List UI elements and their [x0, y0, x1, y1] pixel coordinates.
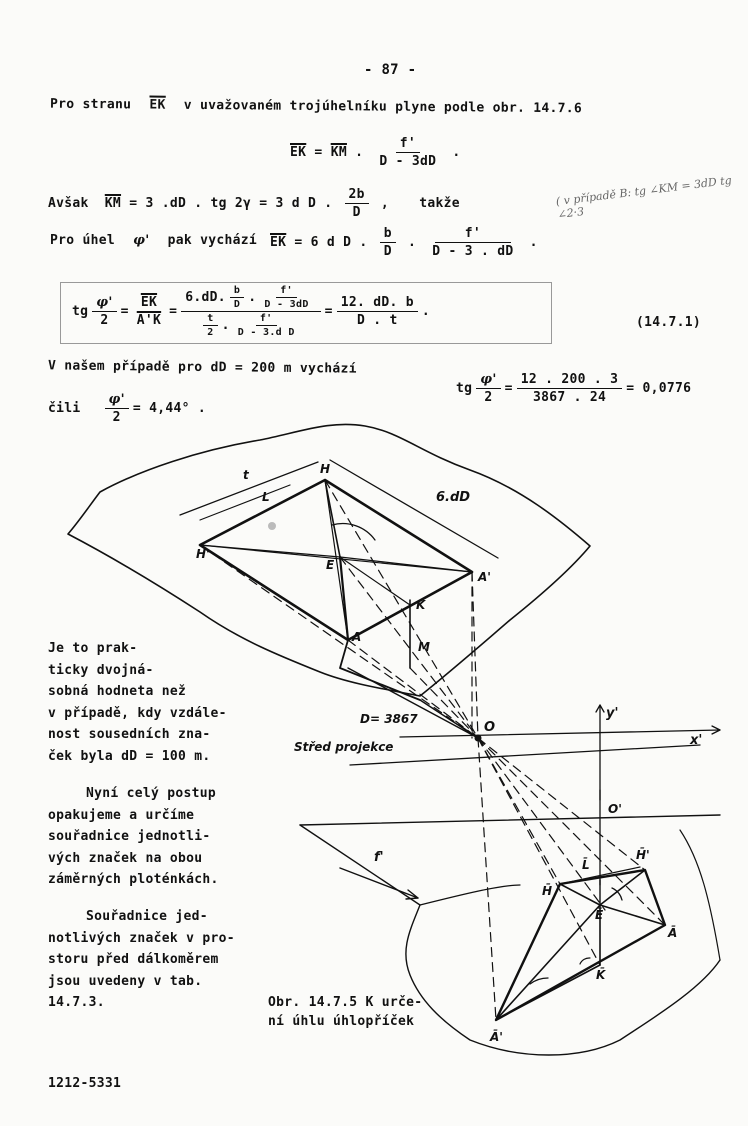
side-p2-line: vých značek na obou: [48, 850, 203, 866]
footer-code: 1212-5331: [48, 1076, 122, 1091]
side-p1-line: ticky dvojná-: [48, 662, 154, 678]
side-p3-line: 14.7.3.: [48, 995, 105, 1010]
eq3-r-num: 12. dD. b: [337, 295, 418, 312]
tgres-phi-den: 2: [484, 390, 493, 405]
tgres-phi-num: φ': [476, 372, 500, 389]
smudge: [268, 522, 276, 530]
eq3-num-a: 6.dD.: [185, 290, 226, 305]
side-p3-line: storu před dálkoměrem: [48, 952, 219, 967]
side-p2-line: Nyní celý postup: [86, 786, 217, 801]
eq3-ak: A'K: [136, 313, 162, 328]
eq1-km: $\overline{KM}$: [330, 145, 347, 160]
fig-label-oprime: O': [608, 802, 622, 816]
fig-label-e: E: [326, 558, 335, 572]
side-p1-line: Je to prak-: [48, 641, 138, 656]
case-line: V našem případě pro dD = 200 m vychází: [47, 358, 357, 377]
eq1-end: .: [452, 145, 461, 160]
avsak-den: D: [352, 205, 361, 220]
fig-label-abar: Ā: [668, 926, 678, 940]
side-p2-line: opakujeme a určíme: [48, 807, 195, 823]
fig-label-l: L: [262, 490, 270, 504]
eq2-phi: φ': [133, 233, 150, 248]
cili-phi-num: φ': [105, 392, 129, 409]
side-p2-line: souřadnice jednotli-: [48, 829, 211, 844]
side-p2-line: záměrných ploténkách.: [48, 872, 219, 887]
side-p3-line: notlivých značek v pro-: [48, 930, 235, 946]
caption-line: Obr. 14.7.5 K urče-: [268, 995, 423, 1010]
eq3-phi-num: φ': [92, 295, 116, 312]
tgres-res: = 0,0776: [626, 381, 692, 396]
side-p1-line: nost sousedních zna-: [48, 727, 211, 742]
cili-phi-den: 2: [112, 410, 121, 425]
eq3-den-f: f': [256, 313, 277, 326]
eq3-r-den: D . t: [357, 313, 398, 328]
side-paragraph-2: [48, 783, 219, 891]
eq3-den-a: t: [203, 313, 217, 326]
fig-label-6dd: 6.dD: [436, 490, 471, 505]
eq3-num-bd: D: [233, 299, 241, 310]
eq2-n2: f': [435, 226, 511, 243]
fig-label-kbar: K̄: [596, 968, 606, 982]
eq3-num-fd: D - 3dD: [264, 299, 309, 310]
eq2-n1: b: [380, 226, 396, 243]
eq3-tg: tg: [72, 304, 89, 319]
side-p3-line: jsou uvedeny v tab.: [48, 973, 203, 989]
fig-label-aprime: A': [478, 570, 491, 584]
handwritten-note: ( v případě B: tg ∠KM = 3dD tg ∠2·3: [555, 173, 733, 222]
eq1-dot: .: [355, 145, 364, 160]
figure-caption: [268, 993, 422, 1031]
tgres-den: 3867 . 24: [532, 390, 607, 405]
eq3-eq-b: =: [169, 304, 178, 319]
lower-diamond: [496, 870, 665, 1020]
avsak-num: 2b: [345, 187, 369, 204]
eq3-eq2: =: [324, 304, 333, 319]
eq2-d2: D - 3 . dD: [432, 244, 514, 259]
fig-label-m: M: [418, 640, 430, 654]
intro-segment: $\overline{EK}$: [149, 97, 166, 113]
eq1-eq: =: [314, 145, 323, 160]
intro-prefix: Pro stranu: [49, 96, 132, 113]
avsak-end: ,: [380, 196, 390, 211]
eq2-pak: pak vychází: [167, 233, 258, 248]
avsak-km: $\overline{KM}$: [104, 196, 122, 211]
cili-val: = 4,44° .: [132, 401, 206, 416]
fig-label-h: H: [320, 462, 331, 476]
eq3-ek: $\overline{EK}$: [137, 295, 161, 312]
avsak-label: Avšak: [48, 196, 89, 211]
fig-label-k: K: [416, 598, 426, 612]
fig-label-ebar: Ē: [595, 908, 604, 922]
eq2-dot: .: [407, 235, 417, 250]
eq3-end: .: [421, 304, 431, 319]
fig-label-t: t: [243, 468, 249, 482]
fig-label-a: A: [352, 630, 362, 644]
x-axis: [400, 730, 720, 737]
projection-center-dot: [475, 735, 482, 742]
caption-line: ní úhlu úhlopříček: [268, 1014, 415, 1029]
fig-label-stred: Střed projekce: [294, 740, 394, 754]
tgres-tg: tg: [456, 381, 473, 396]
side-p1-line: sobná hodneta než: [48, 684, 187, 699]
fig-label-o: O: [484, 720, 496, 735]
fig-label-lbar: L̄: [582, 858, 590, 872]
tgres-num: 12 . 200 . 3: [517, 372, 623, 389]
eq2-mid: = 6 d D .: [294, 235, 368, 250]
side-p3-line: Souřadnice jed-: [86, 909, 208, 924]
eq3-num-c: .: [248, 290, 257, 305]
projection-rays: [200, 480, 665, 1020]
fig-label-hbar-prime: H̄': [636, 848, 650, 862]
fig-label-hprime: H': [196, 547, 210, 561]
eq2-end: .: [529, 235, 538, 250]
eq2-label: Pro úhel: [50, 233, 116, 248]
fig-label-hbar: H̄: [542, 884, 553, 898]
fig-label-abar-prime: Ā': [490, 1030, 503, 1044]
eq3-phi-den: 2: [100, 313, 109, 328]
avsak-mid: = 3 .dD . tg 2γ = 3 d D .: [129, 196, 333, 211]
eq3-den-ad: 2: [207, 327, 214, 338]
eq1-den: D - 3dD: [379, 154, 437, 169]
eq3-num-f: f': [276, 285, 297, 298]
x-axis-upper: [350, 745, 700, 765]
side-paragraph-1: [48, 638, 227, 767]
intro-suffix: v uvažovaném trojúhelníku plyne podle obr. 14.7.6: [183, 97, 583, 117]
eq2-d1: D: [383, 244, 392, 259]
fig-label-d: D= 3867: [360, 712, 418, 726]
tgres-eq: =: [504, 381, 513, 396]
eq3-den-c: .: [221, 318, 230, 333]
eq3-eq: =: [120, 304, 129, 319]
cili-label: čili: [48, 401, 81, 416]
fig-label-yprime: y': [606, 706, 619, 721]
equation-number: (14.7.1): [636, 315, 702, 330]
fig-label-fprime: f': [374, 850, 384, 865]
eq3-den-fd: D - 3.d D: [237, 327, 295, 338]
side-p1-line: v případě, kdy vzdále-: [48, 705, 227, 721]
eq3-num-b: b: [230, 285, 244, 298]
eq1-lhs: $\overline{EK}$: [290, 145, 307, 160]
avsak-takze: takže: [419, 196, 460, 211]
fig-label-xprime: x': [690, 733, 703, 748]
eq1-num: f': [396, 136, 420, 153]
side-paragraph-3: [48, 906, 235, 1014]
side-p1-line: ček byla dD = 100 m.: [48, 748, 211, 764]
page-number: - 87 -: [364, 62, 417, 78]
eq2-lhs: $\overline{EK}$: [270, 235, 287, 250]
